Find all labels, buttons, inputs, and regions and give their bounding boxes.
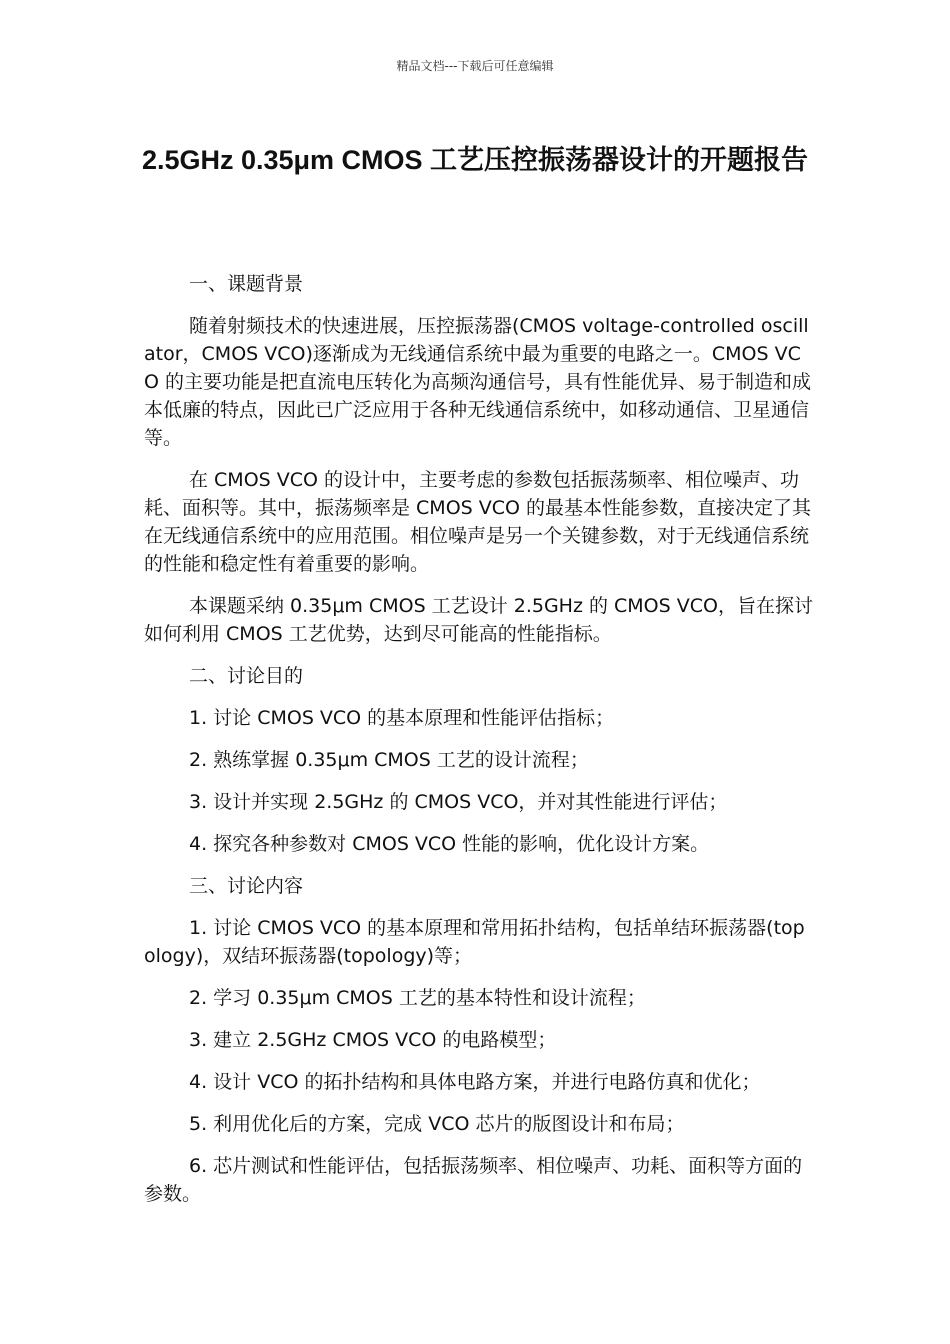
- paragraph: 在 CMOS VCO 的设计中，主要考虑的参数包括振荡频率、相位噪声、功耗、面积等。其中，振荡频率是 CMOS VCO 的最基本性能参数，直接决定了其在无线通信系统中的应用范围。相位噪声是另一个关键参数，对于无线通信系统的性能和稳定性有着重要的影响。: [144, 469, 812, 575]
- paragraph: 随着射频技术的快速进展，压控振荡器(CMOS voltage-controlled oscillator，CMOS VCO)逐渐成为无线通信系统中最为重要的电路之一。CMOS VCO 的主要功能是把直流电压转化为高频沟通信号，具有性能优异、易于制造和成本低廉的特点，因此已广泛应用于各种无线通信系统中，如移动通信、卫星通信等。: [144, 315, 811, 449]
- document-body: [144, 270, 814, 1222]
- section-heading-purpose: 二、讨论目的: [189, 665, 304, 687]
- list-item: 1. 讨论 CMOS VCO 的基本原理和常用拓扑结构，包括单结环振荡器(topology)，双结环振荡器(topology)等；: [144, 917, 805, 967]
- document-title: 2.5GHz 0.35μm CMOS 工艺压控振荡器设计的开题报告: [141, 145, 809, 175]
- list-item: 2. 熟练掌握 0.35μm CMOS 工艺的设计流程；: [189, 749, 589, 771]
- list-item: 1. 讨论 CMOS VCO 的基本原理和性能评估指标；: [189, 707, 615, 729]
- section-heading-content: 三、讨论内容: [189, 875, 304, 897]
- list-item: 4. 设计 VCO 的拓扑结构和具体电路方案，并进行电路仿真和优化；: [189, 1071, 761, 1093]
- list-item: 3. 建立 2.5GHz CMOS VCO 的电路模型；: [189, 1029, 557, 1051]
- list-item: 2. 学习 0.35μm CMOS 工艺的基本特性和设计流程；: [189, 987, 646, 1009]
- section-heading-background: 一、课题背景: [189, 273, 304, 295]
- page-header: 精品文档---下载后可任意编辑: [396, 59, 554, 73]
- paragraph: 本课题采纳 0.35μm CMOS 工艺设计 2.5GHz 的 CMOS VCO，旨在探讨如何利用 CMOS 工艺优势，达到尽可能高的性能指标。: [144, 595, 813, 645]
- list-item: 5. 利用优化后的方案，完成 VCO 芯片的版图设计和布局；: [189, 1113, 685, 1135]
- list-item: 4. 探究各种参数对 CMOS VCO 性能的影响，优化设计方案。: [189, 833, 710, 855]
- list-item: 3. 设计并实现 2.5GHz 的 CMOS VCO，并对其性能进行评估；: [189, 791, 728, 813]
- list-item: 6. 芯片测试和性能评估，包括振荡频率、相位噪声、功耗、面积等方面的参数。: [144, 1155, 803, 1205]
